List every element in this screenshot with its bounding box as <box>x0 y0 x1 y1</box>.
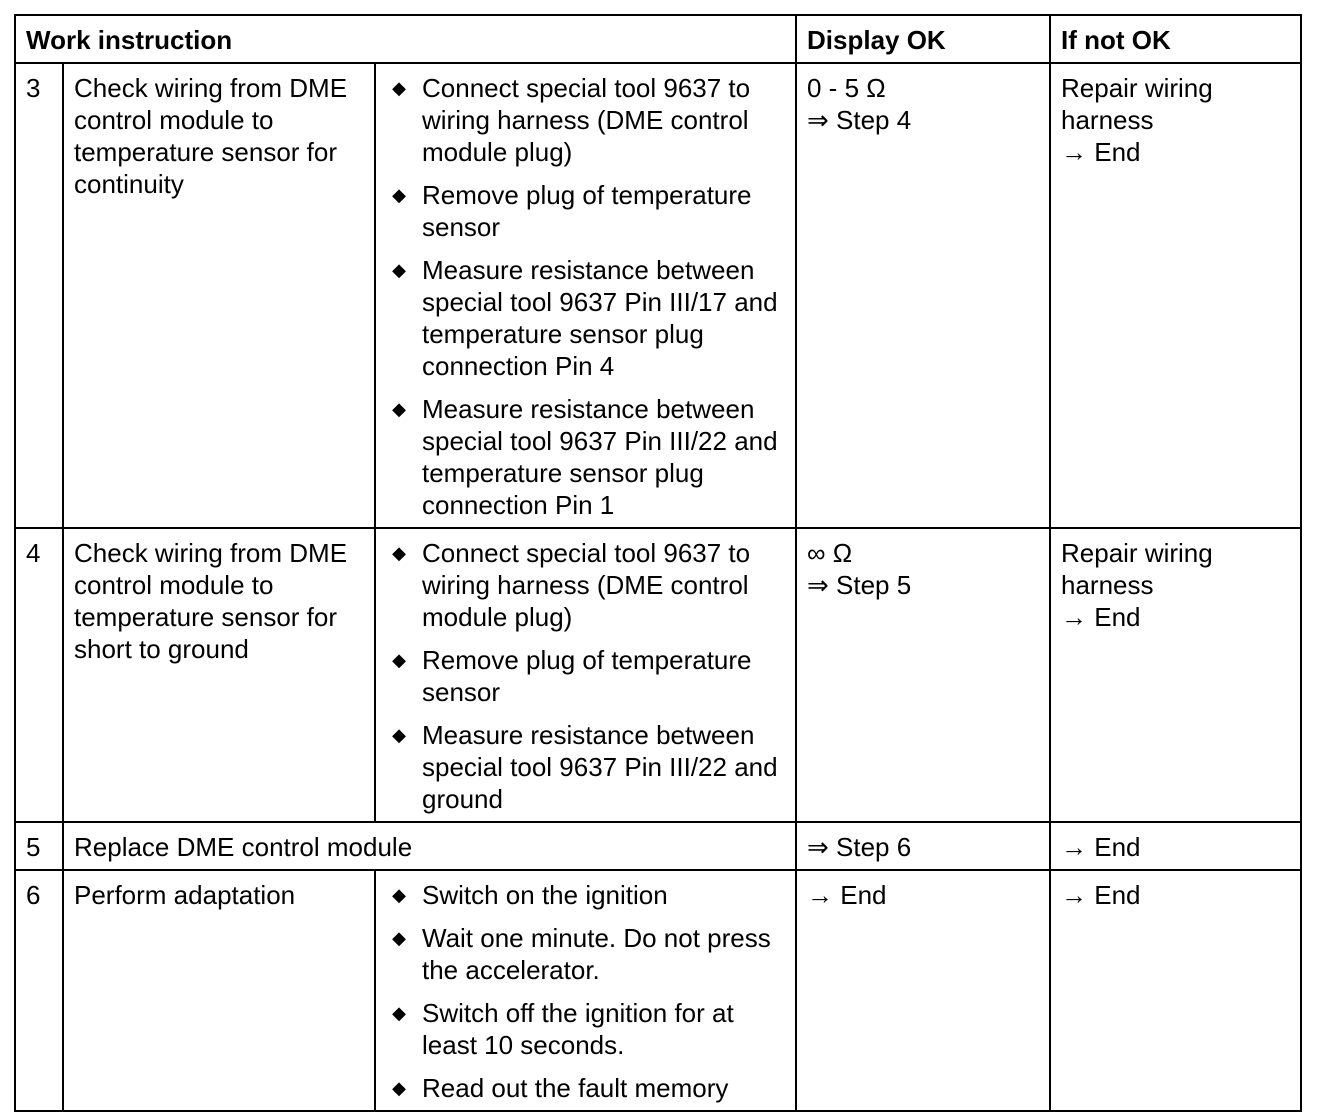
list-item <box>386 254 785 382</box>
step-number: 3 <box>15 63 63 528</box>
diamond-bullet-icon: ◆ <box>392 1003 406 1023</box>
action-text: Switch on the ignition <box>422 880 668 910</box>
if-not-ok-next: → End <box>1061 880 1141 910</box>
if-not-ok-next: → End <box>1061 602 1141 632</box>
step-actions <box>375 528 796 822</box>
diamond-bullet-icon: ◆ <box>392 399 406 419</box>
diamond-bullet-icon: ◆ <box>392 650 406 670</box>
list-item <box>386 537 785 633</box>
action-text: Remove plug of temperature sensor <box>422 645 752 707</box>
if-not-ok-next: → End <box>1061 137 1141 167</box>
display-ok-next: ⇒ Step 4 <box>807 105 912 135</box>
if-not-ok-cell <box>1050 63 1301 528</box>
display-ok-next: → End <box>807 880 887 910</box>
diamond-bullet-icon: ◆ <box>392 1078 406 1098</box>
step-number: 4 <box>15 528 63 822</box>
action-text: Connect special tool 9637 to wiring harness (DME control module plug) <box>422 73 751 167</box>
if-not-ok-action: Repair wiring harness <box>1061 73 1213 135</box>
header-display-ok: Display OK <box>796 15 1050 63</box>
display-ok-cell <box>796 528 1050 822</box>
header-work-instruction: Work instruction <box>15 15 796 63</box>
step-title: Perform adaptation <box>63 870 375 1111</box>
action-text: Switch off the ignition for at least 10 seconds. <box>422 998 734 1060</box>
step-title: Check wiring from DME control module to temperature sensor for short to ground <box>63 528 375 822</box>
list-item <box>386 72 785 168</box>
action-text: Measure resistance between special tool 9637 Pin III/22 and ground <box>422 720 778 814</box>
diamond-bullet-icon: ◆ <box>392 260 406 280</box>
step-actions <box>375 870 796 1111</box>
diamond-bullet-icon: ◆ <box>392 543 406 563</box>
if-not-ok-next: → End <box>1061 832 1141 862</box>
work-instruction-page <box>14 14 1302 1112</box>
table-row <box>15 822 1301 870</box>
diamond-bullet-icon: ◆ <box>392 928 406 948</box>
list-item <box>386 1072 785 1104</box>
action-text: Measure resistance between special tool 9637 Pin III/22 and temperature sensor plug connection Pin 1 <box>422 394 778 520</box>
list-item <box>386 719 785 815</box>
list-item <box>386 393 785 521</box>
step-title: Replace DME control module <box>63 822 796 870</box>
step-title: Check wiring from DME control module to temperature sensor for continuity <box>63 63 375 528</box>
diamond-bullet-icon: ◆ <box>392 885 406 905</box>
if-not-ok-cell <box>1050 870 1301 1111</box>
action-text: Read out the fault memory <box>422 1073 729 1103</box>
list-item <box>386 922 785 986</box>
display-ok-next: ⇒ Step 6 <box>807 832 912 862</box>
list-item <box>386 879 785 911</box>
action-text: Wait one minute. Do not press the accelerator. <box>422 923 771 985</box>
display-ok-value: ∞ Ω <box>807 538 853 568</box>
step-number: 5 <box>15 822 63 870</box>
table-row <box>15 528 1301 822</box>
work-instruction-table <box>14 14 1302 1112</box>
action-text: Connect special tool 9637 to wiring harness (DME control module plug) <box>422 538 751 632</box>
diamond-bullet-icon: ◆ <box>392 78 406 98</box>
display-ok-cell <box>796 822 1050 870</box>
if-not-ok-cell <box>1050 528 1301 822</box>
display-ok-value: 0 - 5 Ω <box>807 73 886 103</box>
action-text: Remove plug of temperature sensor <box>422 180 752 242</box>
header-if-not-ok: If not OK <box>1050 15 1301 63</box>
step-number: 6 <box>15 870 63 1111</box>
diamond-bullet-icon: ◆ <box>392 185 406 205</box>
display-ok-cell <box>796 870 1050 1111</box>
if-not-ok-cell <box>1050 822 1301 870</box>
list-item <box>386 997 785 1061</box>
list-item <box>386 644 785 708</box>
table-row <box>15 870 1301 1111</box>
list-item <box>386 179 785 243</box>
action-text: Measure resistance between special tool 9637 Pin III/17 and temperature sensor plug connection Pin 4 <box>422 255 778 381</box>
if-not-ok-action: Repair wiring harness <box>1061 538 1213 600</box>
table-header-row <box>15 15 1301 63</box>
display-ok-cell <box>796 63 1050 528</box>
step-actions <box>375 63 796 528</box>
display-ok-next: ⇒ Step 5 <box>807 570 912 600</box>
diamond-bullet-icon: ◆ <box>392 725 406 745</box>
table-row <box>15 63 1301 528</box>
